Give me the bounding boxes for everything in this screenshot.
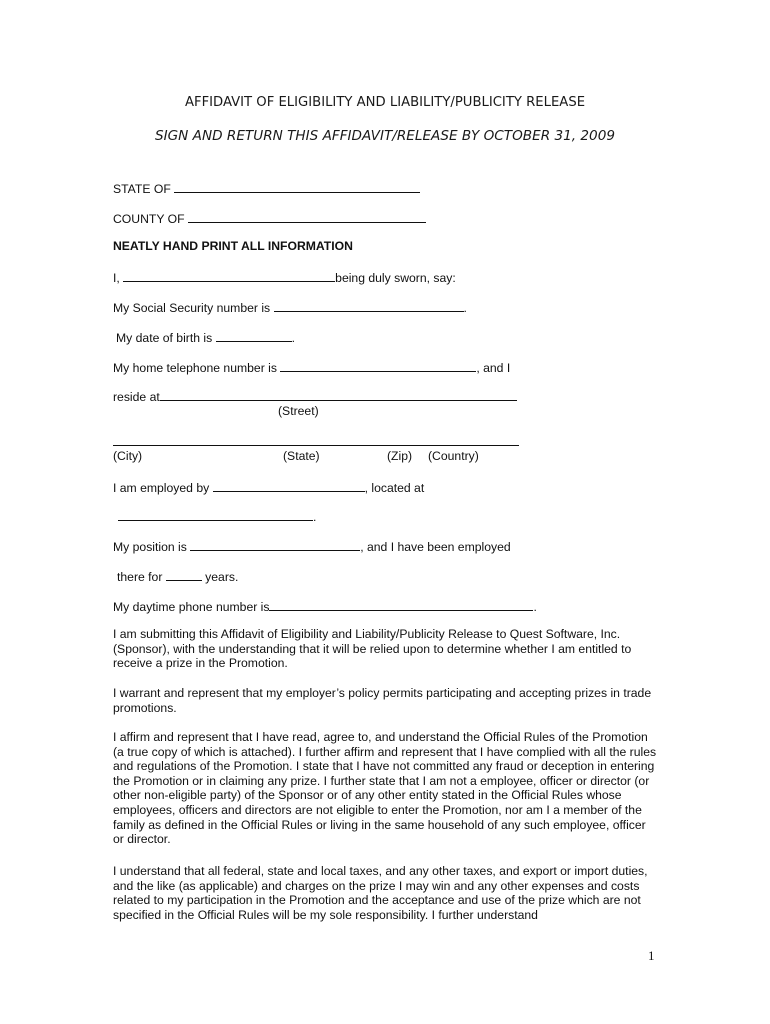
position-row [113,538,511,555]
daytime-phone-blank[interactable] [269,598,533,611]
document-title: AFFIDAVIT OF ELIGIBILITY AND LIABILITY/PUBLICITY RELEASE [184,95,586,110]
employer-row [113,479,424,496]
location-row [118,508,316,525]
home-phone-suffix: , and I [476,361,511,375]
dob-label: My date of birth is [116,331,213,345]
paragraph-text: I warrant and represent that my employer’s policy permits participating and accepting prizes in trade promotions. [113,686,652,715]
ssn-label: My Social Security number is [113,301,271,315]
position-blank[interactable] [190,538,360,551]
years-label: years. [205,570,239,584]
paragraph-employer-policy [113,686,658,715]
location-blank[interactable] [118,508,313,521]
home-phone-blank[interactable] [280,359,476,372]
county-label: COUNTY OF [113,212,185,226]
located-label: , located at [364,481,425,495]
daytime-phone-end: . [533,600,537,614]
print-instruction: NEATLY HAND PRINT ALL INFORMATION [113,239,353,253]
employer-label: I am employed by [113,481,210,495]
paragraph-text: I understand that all federal, state and local taxes, and any other taxes, and export or import duties, and the like (as applicable) and charges on the prize I may win and any other expenses and costs related to my participation in the Promotion and the acceptance and use of the prize which are not specified in the Official Rules will be my sole responsibility. I further understand [113,864,648,922]
paragraph-affirmation [113,730,658,847]
dob-row [116,329,295,346]
location-end: . [313,510,317,524]
paragraph-text: I am submitting this Affidavit of Eligibility and Liability/Publicity Release to Quest Software, Inc. (Sponsor), with the understanding that it will be relied upon to determine whether I am entitled to receive a prize in the Promotion. [113,627,632,671]
paragraph-text: I affirm and represent that I have read, agree to, and understand the Official Rules of the Promotion (a true copy of which is attached). I further affirm and represent that I have complied with all the rules and regulations of the Promotion. I state that I have not committed any fraud or deception in entering the Promotion or in claiming any prize. I further state that I am not a employee, officer or director (or other non-eligible party) of the Sponsor or of any other entity stated in the Official Rules whose employees, officers and directors are not eligible to enter the Promotion, nor am I a member of the family as defined in the Official Rules or living in the same household of any such employee, officer or director. [113,730,657,847]
reside-label: reside at [113,390,160,404]
address-blank[interactable] [113,445,519,446]
home-phone-label: My home telephone number is [113,361,277,375]
state-caption: (State) [283,449,320,463]
ssn-end: . [463,301,467,315]
paragraph-submission [113,627,658,671]
sworn-prefix: I, [113,271,120,285]
dob-blank[interactable] [216,329,292,342]
sworn-row [113,269,456,286]
state-blank[interactable] [174,180,420,193]
county-row [113,210,426,227]
dob-end: . [291,331,295,345]
employer-blank[interactable] [213,479,365,492]
home-phone-row [113,359,510,376]
sworn-suffix: being duly sworn, say: [335,271,456,285]
county-blank[interactable] [188,210,426,223]
country-caption: (Country) [428,449,479,463]
state-label: STATE OF [113,182,171,196]
daytime-phone-label: My daytime phone number is [113,600,270,614]
page-number: 1 [648,948,655,963]
zip-caption: (Zip) [387,449,413,463]
street-caption: (Street) [278,404,319,418]
state-row [113,180,420,197]
position-suffix: , and I have been employed [360,540,511,554]
city-caption: (City) [113,449,143,463]
daytime-phone-row [113,598,537,615]
ssn-row [113,299,467,316]
document-subtitle: SIGN AND RETURN THIS AFFIDAVIT/RELEASE BY OCTOBER 31, 2009 [154,128,615,144]
street-blank[interactable] [160,388,517,401]
position-label: My position is [113,540,187,554]
reside-row [113,388,517,405]
years-row [117,568,238,585]
paragraph-taxes [113,864,658,922]
name-blank[interactable] [123,269,335,282]
years-blank[interactable] [166,568,202,581]
there-for-label: there for [117,570,163,584]
ssn-blank[interactable] [274,299,464,312]
